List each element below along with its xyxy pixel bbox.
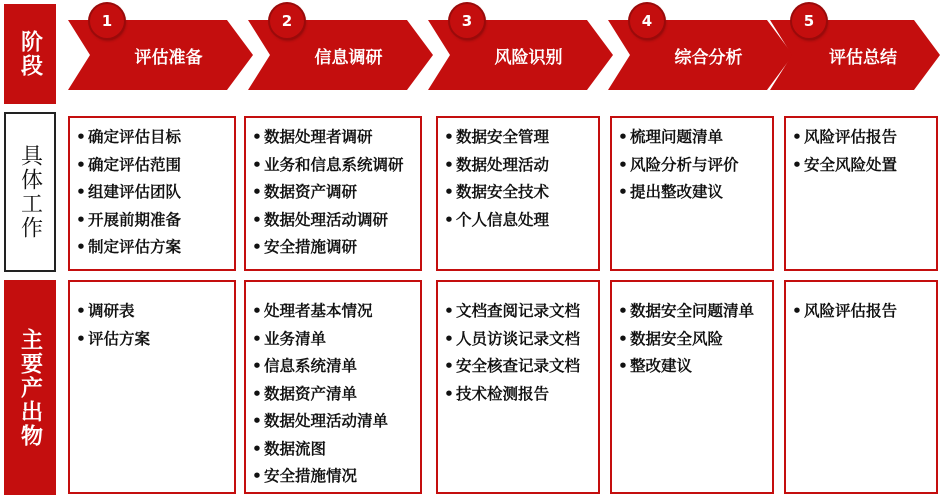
output-box-4: [610, 280, 774, 494]
stage-title: 评估准备: [134, 47, 203, 68]
list-item: • 确定评估范围: [76, 152, 230, 180]
list-item: • 风险评估报告: [792, 298, 932, 326]
list-item: • 安全核查记录文档: [444, 353, 594, 381]
row-label-stage-text: 阶段: [17, 30, 43, 78]
list-item: • 人员访谈记录文档: [444, 326, 594, 354]
stage-title: 信息调研: [314, 47, 383, 68]
list-item: • 提出整改建议: [618, 179, 768, 207]
stage-number-badge: 3: [450, 4, 484, 38]
list-item: • 数据安全技术: [444, 179, 594, 207]
list-item: • 信息系统清单: [252, 353, 416, 381]
list-item: • 数据处理者调研: [252, 124, 416, 152]
stage-title: 风险识别: [494, 47, 563, 68]
output-list: [444, 298, 594, 408]
list-item: • 风险评估报告: [792, 124, 932, 152]
work-box-3: [436, 116, 600, 271]
work-list: [792, 124, 932, 179]
row-label-stage: [4, 4, 56, 104]
list-item: • 数据安全风险: [618, 326, 768, 354]
list-item: • 业务清单: [252, 326, 416, 354]
output-box-2: [244, 280, 422, 494]
work-box-4: [610, 116, 774, 271]
list-item: • 数据资产清单: [252, 381, 416, 409]
list-item: • 制定评估方案: [76, 234, 230, 262]
list-item: • 数据处理活动调研: [252, 207, 416, 235]
stage-title: 综合分析: [674, 47, 743, 68]
work-list: [444, 124, 594, 234]
list-item: • 组建评估团队: [76, 179, 230, 207]
list-item: • 数据处理活动清单: [252, 408, 416, 436]
row-label-work-text: 具体工作: [17, 144, 43, 240]
list-item: • 调研表: [76, 298, 230, 326]
list-item: • 开展前期准备: [76, 207, 230, 235]
output-box-5: [784, 280, 938, 494]
list-item: • 评估方案: [76, 326, 230, 354]
stage-number-badge: 1: [90, 4, 124, 38]
list-item: • 安全措施情况: [252, 463, 416, 491]
output-box-1: [68, 280, 236, 494]
stage-title: 评估总结: [829, 47, 897, 68]
row-label-outputs-text: 主要产出物: [17, 327, 43, 448]
output-list: [252, 298, 416, 491]
list-item: • 文档查阅记录文档: [444, 298, 594, 326]
row-label-work: [4, 112, 56, 272]
work-box-2: [244, 116, 422, 271]
list-item: • 整改建议: [618, 353, 768, 381]
list-item: • 安全措施调研: [252, 234, 416, 262]
list-item: • 数据处理活动: [444, 152, 594, 180]
list-item: • 梳理问题清单: [618, 124, 768, 152]
list-item: • 确定评估目标: [76, 124, 230, 152]
work-box-1: [68, 116, 236, 271]
stage-number-badge: 4: [630, 4, 664, 38]
work-list: [252, 124, 416, 262]
list-item: • 业务和信息系统调研: [252, 152, 416, 180]
list-item: • 处理者基本情况: [252, 298, 416, 326]
output-list: [618, 298, 768, 381]
work-box-5: [784, 116, 938, 271]
output-box-3: [436, 280, 600, 494]
list-item: • 技术检测报告: [444, 381, 594, 409]
list-item: • 个人信息处理: [444, 207, 594, 235]
stage-number-badge: 2: [270, 4, 304, 38]
output-list: [792, 298, 932, 326]
work-list: [618, 124, 768, 207]
list-item: • 安全风险处置: [792, 152, 932, 180]
work-list: [76, 124, 230, 262]
list-item: • 数据安全管理: [444, 124, 594, 152]
output-list: [76, 298, 230, 353]
list-item: • 数据资产调研: [252, 179, 416, 207]
list-item: • 数据安全问题清单: [618, 298, 768, 326]
row-label-outputs: [4, 280, 56, 495]
list-item: • 数据流图: [252, 436, 416, 464]
stage-number-badge: 5: [792, 4, 826, 38]
list-item: • 风险分析与评价: [618, 152, 768, 180]
